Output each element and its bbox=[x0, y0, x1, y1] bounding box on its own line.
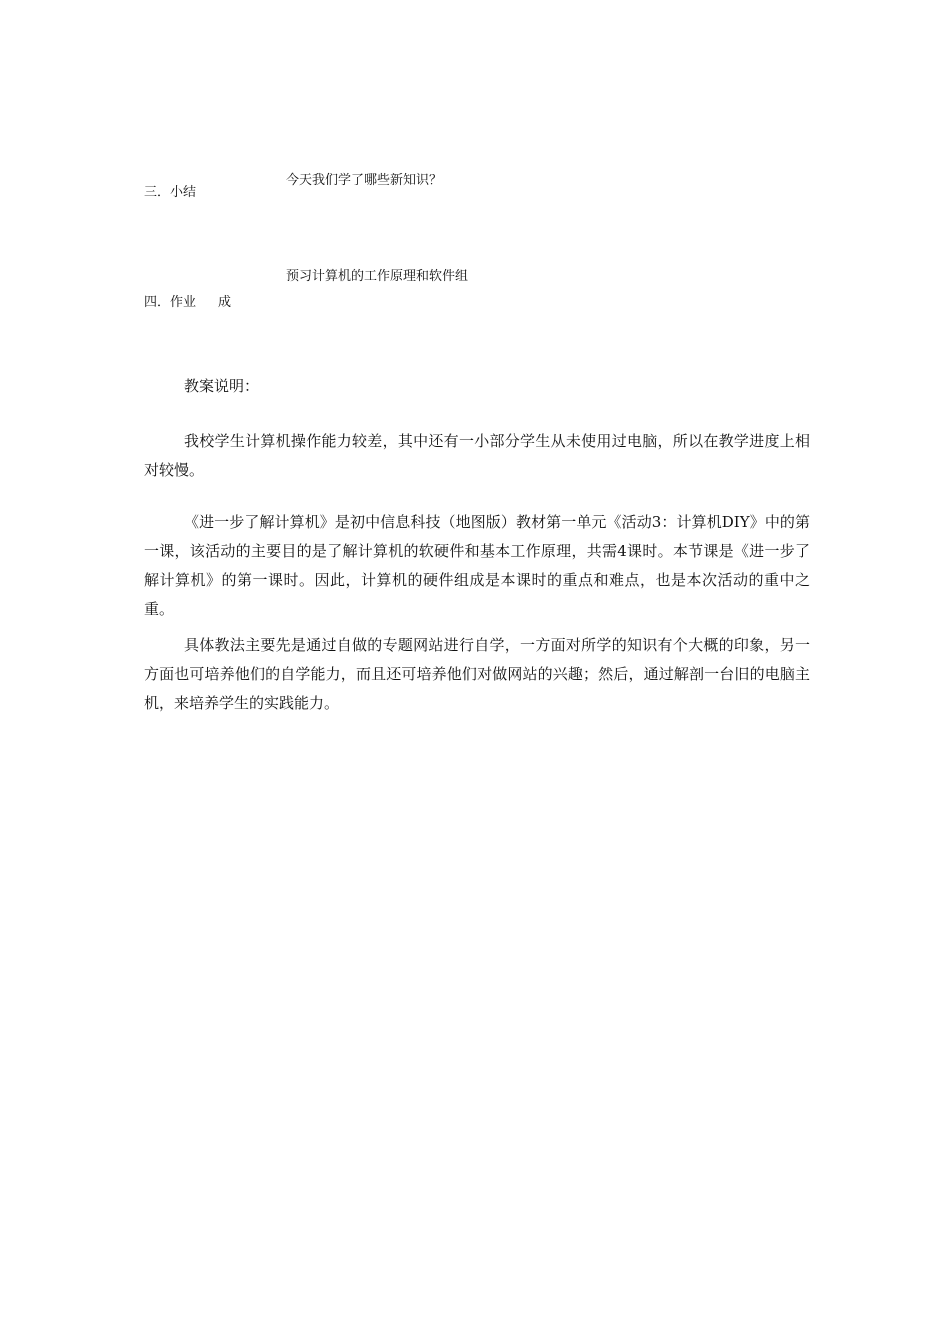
homework-content: 预习计算机的工作原理和软件组 bbox=[286, 269, 469, 284]
notes-paragraph-1: 我校学生计算机操作能力较差，其中还有一小部分学生从未使用过电脑，所以在教学进度上相对较慢。 bbox=[144, 432, 810, 479]
homework-label: 四．作业 bbox=[144, 295, 197, 310]
summary-content: 今天我们学了哪些新知识？ bbox=[286, 173, 443, 188]
notes-paragraph-3: 具体教法主要先是通过自做的专题网站进行自学，一方面对所学的知识有个大概的印象，另一方面也可培养他们的自学能力，而且还可培养他们对做网站的兴趣；然后，通过解剖一台旧的电脑主机，来培养学生的实践能力。 bbox=[144, 636, 810, 712]
notes-paragraph-2: 《进一步了解计算机》是初中信息科技（地图版）教材第一单元《活动3：计算机DIY》中的第一课，该活动的主要目的是了解计算机的软硬件和基本工作原理，共需4课时。本节课是《进一步了解计算机》的第一课时。因此，计算机的硬件组成是本课时的重点和难点，也是本次活动的重中之重。 bbox=[144, 513, 810, 618]
homework-content-tail: 成 bbox=[218, 295, 232, 310]
summary-label: 三．小结 bbox=[144, 185, 197, 200]
notes-heading: 教案说明： bbox=[184, 377, 260, 395]
